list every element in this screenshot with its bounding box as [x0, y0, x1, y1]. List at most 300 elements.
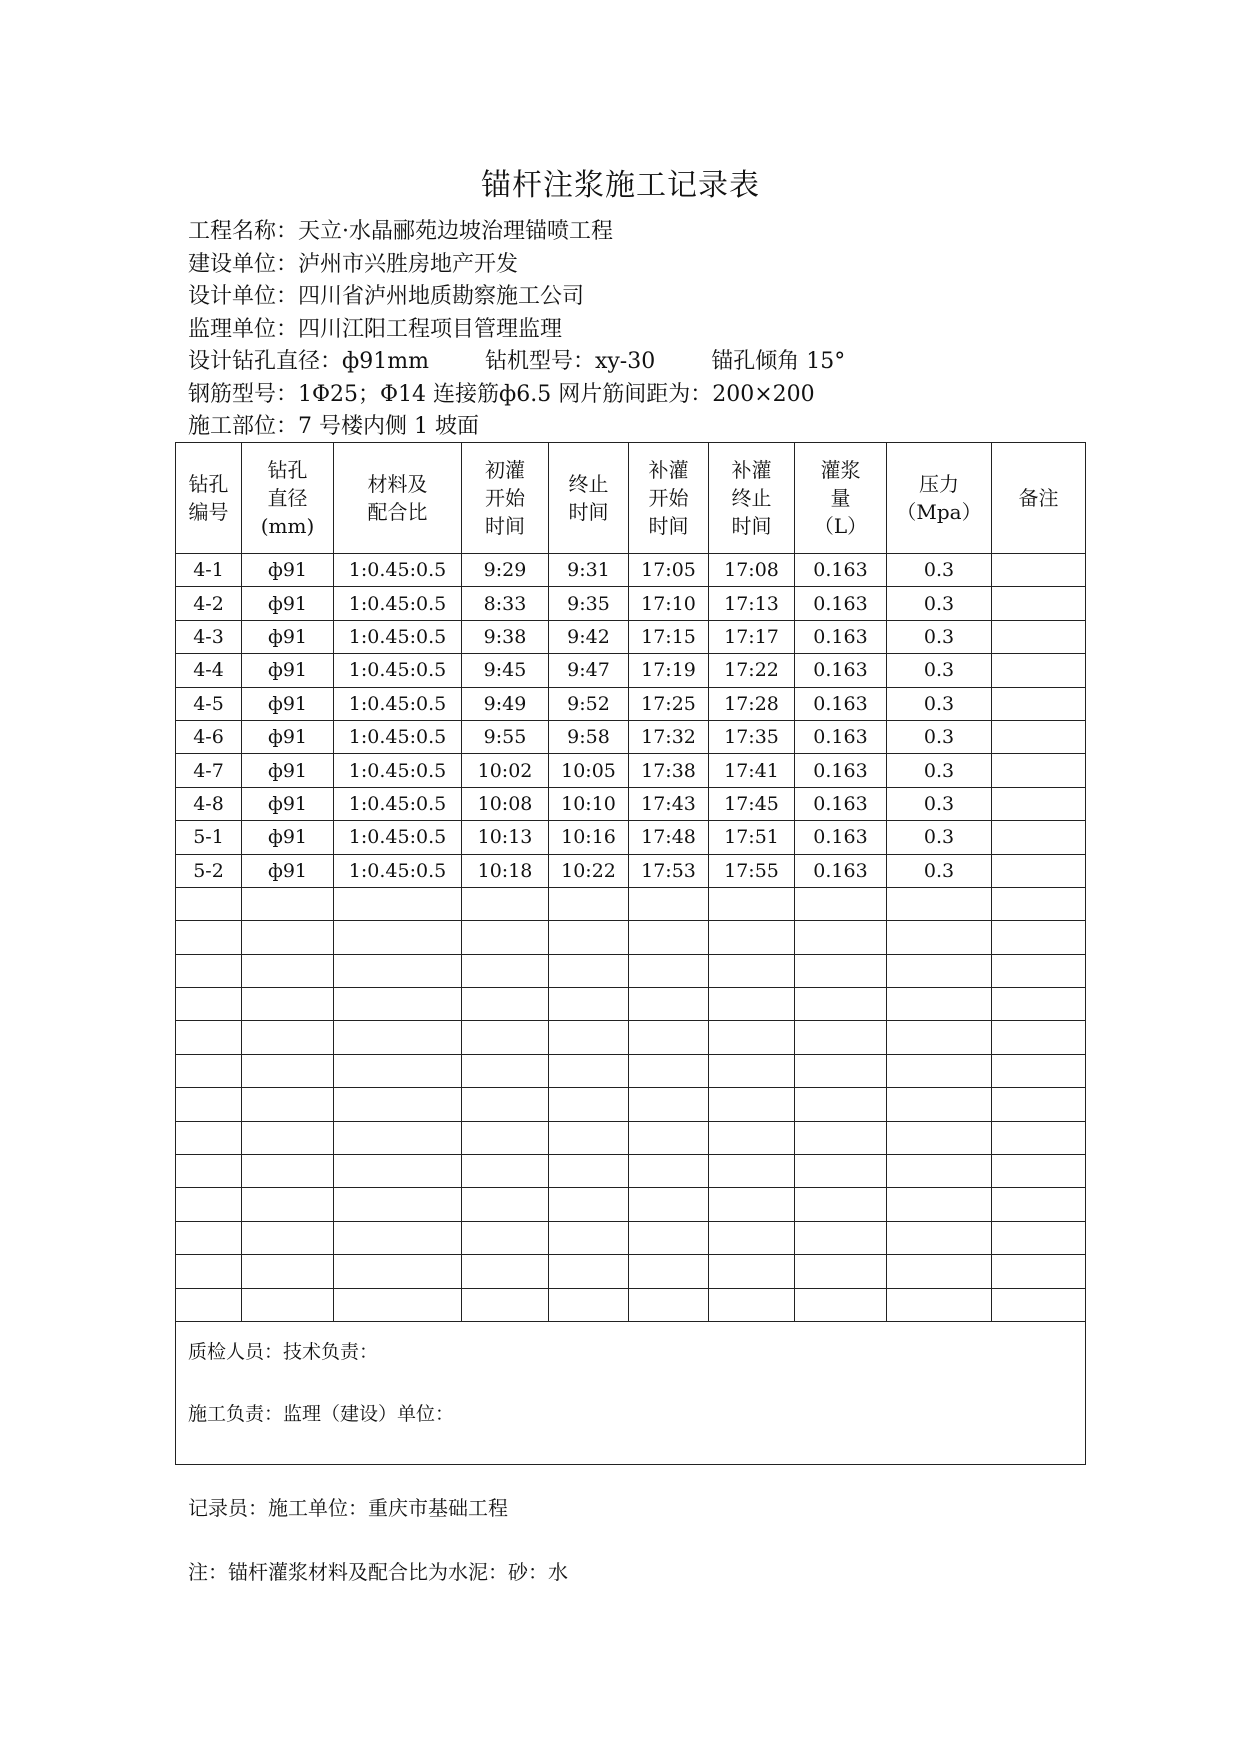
table-cell: ф91: [242, 720, 334, 753]
table-cell: [462, 1221, 549, 1254]
table-cell: [629, 1088, 709, 1121]
header-line: 配合比: [367, 500, 428, 524]
table-cell: 1:0.45:0.5: [334, 587, 462, 620]
table-cell: 9:47: [549, 654, 629, 687]
table-cell: [992, 654, 1086, 687]
table-cell: [709, 921, 795, 954]
grouting-record-table: [175, 442, 1086, 1465]
table-cell: [887, 1288, 992, 1321]
table-cell: [887, 1088, 992, 1121]
table-cell: [462, 887, 549, 920]
signature-line-inspector: 质检人员：技术负责：: [188, 1340, 379, 1363]
table-cell: [992, 720, 1086, 753]
table-cell: [992, 554, 1086, 587]
table-cell: 1:0.45:0.5: [334, 687, 462, 720]
table-cell: [795, 1188, 887, 1221]
table-cell: [462, 921, 549, 954]
header-line: 灌浆: [820, 458, 861, 482]
table-cell: 10:08: [462, 787, 549, 820]
table-cell: 9:45: [462, 654, 549, 687]
header-line: 钻孔: [188, 472, 229, 496]
table-cell: [549, 887, 629, 920]
header-cell: [176, 443, 242, 554]
header-cell: [992, 443, 1086, 554]
table-cell: 10:22: [549, 854, 629, 887]
table-cell: [242, 1255, 334, 1288]
table-cell: [462, 1155, 549, 1188]
table-cell: 5-1: [176, 821, 242, 854]
table-cell: 0.163: [795, 687, 887, 720]
table-cell: [709, 988, 795, 1021]
table-cell: 10:13: [462, 821, 549, 854]
table-cell: 4-5: [176, 687, 242, 720]
table-cell: 9:42: [549, 620, 629, 653]
table-row: [176, 1221, 1086, 1254]
table-cell: 8:33: [462, 587, 549, 620]
header-line: 时间: [485, 514, 525, 538]
header-line: 钻孔: [267, 458, 308, 482]
table-row: [176, 1021, 1086, 1054]
table-cell: [709, 1054, 795, 1087]
table-cell: [709, 1121, 795, 1154]
table-cell: 17:25: [629, 687, 709, 720]
table-row: [176, 654, 1086, 687]
table-cell: [887, 1121, 992, 1154]
table-cell: [795, 1288, 887, 1321]
table-cell: 17:22: [709, 654, 795, 687]
table-cell: [629, 1288, 709, 1321]
table-row: [176, 720, 1086, 753]
table-header-row: [176, 443, 1086, 554]
table-cell: 0.3: [887, 720, 992, 753]
table-cell: [992, 821, 1086, 854]
table-cell: [462, 1088, 549, 1121]
table-cell: 0.3: [887, 654, 992, 687]
table-cell: [462, 1255, 549, 1288]
table-cell: [462, 1021, 549, 1054]
table-cell: [992, 1255, 1086, 1288]
table-row: [176, 1054, 1086, 1087]
header-cell: [549, 443, 629, 554]
header-cell: [462, 443, 549, 554]
header-cell: [334, 443, 462, 554]
table-cell: [176, 1054, 242, 1087]
table-cell: [629, 921, 709, 954]
table-cell: [176, 988, 242, 1021]
project-name: 工程名称：天立·水晶郦苑边坡治理锚喷工程: [188, 219, 613, 244]
table-cell: [629, 887, 709, 920]
table-cell: [795, 1255, 887, 1288]
table-cell: 17:45: [709, 787, 795, 820]
table-cell: [992, 1021, 1086, 1054]
table-cell: [887, 1221, 992, 1254]
header-line: （Mpa）: [896, 500, 982, 524]
header-line: 开始: [648, 486, 689, 510]
table-cell: [992, 954, 1086, 987]
table-cell: 0.3: [887, 554, 992, 587]
table-cell: 17:51: [709, 821, 795, 854]
table-row: [176, 1155, 1086, 1188]
table-cell: 10:18: [462, 854, 549, 887]
table-cell: [462, 988, 549, 1021]
supervision-unit: 监理单位：四川江阳工程项目管理监理: [188, 316, 563, 342]
header-line: 备注: [1018, 486, 1059, 510]
table-cell: [549, 921, 629, 954]
table-row: [176, 754, 1086, 787]
header-line: 量: [830, 486, 851, 510]
table-cell: [176, 1255, 242, 1288]
table-cell: 0.163: [795, 754, 887, 787]
table-row: [176, 1088, 1086, 1121]
header-line: （L）: [813, 514, 868, 538]
table-cell: [334, 1021, 462, 1054]
table-cell: 17:13: [709, 587, 795, 620]
table-cell: [887, 954, 992, 987]
table-cell: 17:53: [629, 854, 709, 887]
table-cell: 9:52: [549, 687, 629, 720]
table-cell: ф91: [242, 821, 334, 854]
table-cell: 1:0.45:0.5: [334, 654, 462, 687]
table-cell: 4-8: [176, 787, 242, 820]
table-cell: [887, 1021, 992, 1054]
table-cell: [992, 1188, 1086, 1221]
table-cell: [549, 1021, 629, 1054]
header-cell: [629, 443, 709, 554]
header-line: 压力: [919, 472, 959, 496]
table-cell: [795, 954, 887, 987]
table-cell: 9:29: [462, 554, 549, 587]
signature-row: [176, 1321, 1086, 1464]
table-cell: 9:49: [462, 687, 549, 720]
table-cell: [629, 954, 709, 987]
table-cell: ф91: [242, 754, 334, 787]
table-cell: 17:38: [629, 754, 709, 787]
table-cell: 0.163: [795, 821, 887, 854]
table-cell: [334, 1188, 462, 1221]
table-cell: [334, 1221, 462, 1254]
table-row: [176, 1188, 1086, 1221]
signature-line-construction: 施工负责：监理（建设）单位：: [188, 1402, 455, 1425]
table-cell: 1:0.45:0.5: [334, 554, 462, 587]
header-line: 终止: [568, 472, 609, 496]
header-line: 初灌: [485, 458, 525, 482]
header-line: (mm): [260, 514, 315, 538]
table-cell: [334, 1088, 462, 1121]
table-row: [176, 921, 1086, 954]
table-cell: [549, 1255, 629, 1288]
table-cell: 0.3: [887, 854, 992, 887]
table-cell: 0.163: [795, 854, 887, 887]
table-cell: 4-3: [176, 620, 242, 653]
table-cell: [992, 620, 1086, 653]
table-cell: [795, 1221, 887, 1254]
table-cell: 17:48: [629, 821, 709, 854]
table-cell: ф91: [242, 620, 334, 653]
table-cell: [887, 1188, 992, 1221]
header-cell: [795, 443, 887, 554]
table-cell: [462, 1121, 549, 1154]
table-cell: [992, 587, 1086, 620]
header-line: 终止: [731, 486, 772, 510]
table-cell: 4-4: [176, 654, 242, 687]
design-unit: 设计单位：四川省泸州地质勘察施工公司: [188, 284, 585, 309]
table-cell: 17:35: [709, 720, 795, 753]
header-line: 补灌: [648, 458, 689, 482]
header-cell: [887, 443, 992, 554]
table-cell: [887, 1054, 992, 1087]
table-cell: [795, 887, 887, 920]
table-cell: 9:58: [549, 720, 629, 753]
table-cell: 0.3: [887, 787, 992, 820]
table-cell: [992, 1155, 1086, 1188]
table-cell: [992, 1054, 1086, 1087]
table-cell: [176, 954, 242, 987]
ratio-note: 注：锚杆灌浆材料及配合比为水泥：砂：水: [188, 1560, 568, 1584]
table-cell: ф91: [242, 654, 334, 687]
table-cell: [709, 954, 795, 987]
table-cell: [549, 1155, 629, 1188]
table-row: [176, 554, 1086, 587]
page-title: 锚杆注浆施工记录表: [481, 168, 760, 203]
table-cell: 9:31: [549, 554, 629, 587]
table-row: [176, 887, 1086, 920]
table-cell: [549, 1221, 629, 1254]
table-cell: [176, 1088, 242, 1121]
header-line: 时间: [568, 500, 609, 524]
table-cell: [795, 1054, 887, 1087]
table-cell: ф91: [242, 554, 334, 587]
table-cell: [992, 787, 1086, 820]
table-cell: [992, 887, 1086, 920]
table-cell: 17:28: [709, 687, 795, 720]
table-cell: 1:0.45:0.5: [334, 787, 462, 820]
table-cell: 0.163: [795, 587, 887, 620]
table-cell: [334, 988, 462, 1021]
table-cell: [992, 1288, 1086, 1321]
header-line: 时间: [648, 514, 689, 538]
table-cell: 0.3: [887, 620, 992, 653]
table-cell: [549, 954, 629, 987]
table-cell: [629, 1054, 709, 1087]
table-cell: 1:0.45:0.5: [334, 754, 462, 787]
table-cell: [992, 1121, 1086, 1154]
table-cell: 0.163: [795, 620, 887, 653]
header-line: 编号: [188, 500, 229, 524]
table-cell: [629, 1255, 709, 1288]
table-cell: 9:38: [462, 620, 549, 653]
table-cell: [176, 1188, 242, 1221]
table-cell: [549, 1121, 629, 1154]
table-cell: [242, 1288, 334, 1321]
table-cell: [334, 1121, 462, 1154]
table-cell: 0.163: [795, 720, 887, 753]
table-cell: 17:05: [629, 554, 709, 587]
table-cell: [709, 1221, 795, 1254]
table-cell: [629, 1021, 709, 1054]
table-cell: 1:0.45:0.5: [334, 620, 462, 653]
drill-diameter: 设计钻孔直径：ф91mm: [188, 349, 429, 374]
table-cell: [334, 1155, 462, 1188]
table-cell: [334, 887, 462, 920]
table-cell: [629, 1188, 709, 1221]
header-line: 补灌: [731, 458, 772, 482]
table-cell: 17:55: [709, 854, 795, 887]
table-cell: [242, 887, 334, 920]
signature-cell: [176, 1321, 1086, 1464]
table-cell: [629, 1121, 709, 1154]
drill-angle: 锚孔倾角 15°: [711, 349, 846, 374]
table-cell: 17:17: [709, 620, 795, 653]
table-cell: 4-2: [176, 587, 242, 620]
table-cell: [992, 687, 1086, 720]
table-cell: [334, 1054, 462, 1087]
table-row: [176, 821, 1086, 854]
table-cell: [629, 1155, 709, 1188]
project-info: [188, 216, 845, 444]
table-cell: [549, 1088, 629, 1121]
table-cell: 5-2: [176, 854, 242, 887]
table-cell: [709, 1088, 795, 1121]
table-cell: 10:02: [462, 754, 549, 787]
builder-unit: 建设单位：泸州市兴胜房地产开发: [188, 251, 519, 277]
table-cell: [795, 921, 887, 954]
table-cell: [887, 887, 992, 920]
table-row: [176, 1288, 1086, 1321]
table-cell: [709, 1155, 795, 1188]
table-cell: [242, 1221, 334, 1254]
table-cell: [176, 921, 242, 954]
table-cell: [795, 1021, 887, 1054]
table-cell: [462, 954, 549, 987]
table-cell: 0.163: [795, 554, 887, 587]
drill-model: 钻机型号：xy-30: [484, 349, 656, 374]
table-cell: 0.3: [887, 821, 992, 854]
drill-specs: [188, 346, 845, 379]
table-cell: [242, 1021, 334, 1054]
table-row: [176, 1255, 1086, 1288]
table-cell: 0.3: [887, 754, 992, 787]
table-cell: [795, 1121, 887, 1154]
table-cell: [992, 988, 1086, 1021]
table-cell: [242, 1054, 334, 1087]
table-cell: ф91: [242, 587, 334, 620]
table-cell: [887, 1155, 992, 1188]
table-cell: [334, 921, 462, 954]
table-cell: 0.163: [795, 654, 887, 687]
table-cell: [334, 1288, 462, 1321]
table-cell: [462, 1188, 549, 1221]
table-cell: 17:43: [629, 787, 709, 820]
table-cell: [242, 1088, 334, 1121]
table-row: [176, 854, 1086, 887]
table-cell: [992, 1088, 1086, 1121]
table-cell: 4-7: [176, 754, 242, 787]
table-cell: [242, 954, 334, 987]
table-cell: 17:19: [629, 654, 709, 687]
header-line: 开始: [485, 486, 525, 510]
table-cell: 0.3: [887, 687, 992, 720]
recorder-line: 记录员：施工单位：重庆市基础工程: [188, 1496, 508, 1520]
table-cell: 1:0.45:0.5: [334, 854, 462, 887]
table-cell: 1:0.45:0.5: [334, 720, 462, 753]
table-cell: 4-1: [176, 554, 242, 587]
table-cell: [795, 1088, 887, 1121]
table-cell: [176, 1121, 242, 1154]
table-row: [176, 620, 1086, 653]
table-cell: [334, 1255, 462, 1288]
header-line: 直径: [267, 486, 308, 510]
table-cell: [629, 1221, 709, 1254]
table-cell: [549, 1188, 629, 1221]
table-cell: [887, 921, 992, 954]
table-cell: [334, 954, 462, 987]
table-cell: 17:15: [629, 620, 709, 653]
table-row: [176, 787, 1086, 820]
table-row: [176, 587, 1086, 620]
table-cell: [709, 887, 795, 920]
table-cell: 10:10: [549, 787, 629, 820]
table-cell: [887, 988, 992, 1021]
table-cell: [242, 988, 334, 1021]
table-cell: [176, 1155, 242, 1188]
table-cell: 9:55: [462, 720, 549, 753]
table-cell: ф91: [242, 687, 334, 720]
table-cell: 17:41: [709, 754, 795, 787]
header-line: 时间: [731, 514, 772, 538]
table-cell: [549, 988, 629, 1021]
table-cell: 17:10: [629, 587, 709, 620]
table-cell: [176, 887, 242, 920]
construction-location: 施工部位：7 号楼内侧 1 坡面: [188, 414, 479, 439]
rebar-spec: 钢筋型号：1Φ25；Φ14 连接筋ф6.5 网片筋间距为：200×200: [188, 381, 815, 407]
table-cell: 0.163: [795, 787, 887, 820]
table-cell: [462, 1288, 549, 1321]
table-cell: [549, 1288, 629, 1321]
table-cell: [176, 1288, 242, 1321]
table-cell: 9:35: [549, 587, 629, 620]
table-cell: 17:08: [709, 554, 795, 587]
table-cell: [992, 921, 1086, 954]
table-cell: [795, 1155, 887, 1188]
table-cell: 0.3: [887, 587, 992, 620]
table-cell: [549, 1054, 629, 1087]
table-cell: [709, 1255, 795, 1288]
table-cell: [709, 1288, 795, 1321]
table-cell: [462, 1054, 549, 1087]
table-row: [176, 988, 1086, 1021]
table-cell: [242, 1188, 334, 1221]
header-cell: [242, 443, 334, 554]
table-cell: [176, 1021, 242, 1054]
table-cell: [992, 754, 1086, 787]
table-cell: 10:16: [549, 821, 629, 854]
table-cell: [887, 1255, 992, 1288]
table-cell: [992, 1221, 1086, 1254]
table-cell: ф91: [242, 787, 334, 820]
table-cell: [242, 1121, 334, 1154]
table-cell: [709, 1188, 795, 1221]
table-cell: ф91: [242, 854, 334, 887]
table-row: [176, 954, 1086, 987]
table-cell: 17:32: [629, 720, 709, 753]
table-cell: [629, 988, 709, 1021]
table-cell: [242, 1155, 334, 1188]
header-cell: [709, 443, 795, 554]
table-cell: [795, 988, 887, 1021]
table-cell: 4-6: [176, 720, 242, 753]
header-line: 材料及: [367, 472, 428, 496]
table-row: [176, 687, 1086, 720]
